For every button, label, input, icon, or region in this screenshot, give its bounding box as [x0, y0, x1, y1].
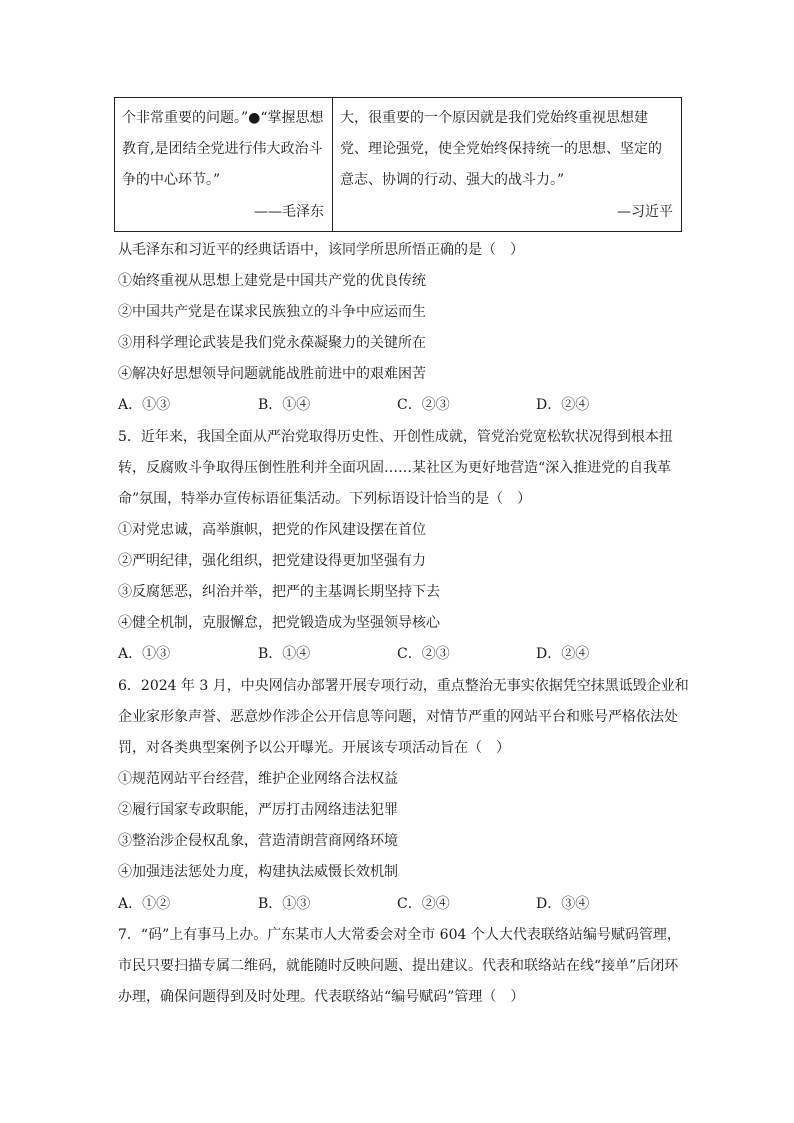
- q4-option-b: B．①④: [258, 397, 311, 413]
- q5-stem-line-1: 5．近年来，我国全面从严治党取得历史性、开创性成就，管党治党宽松软状况得到根本扭: [118, 429, 673, 445]
- q4-item-4: ④解决好思想领导问题就能战胜前进中的艰难困苦: [118, 366, 426, 382]
- quote-author-mao: ——毛泽东: [254, 204, 324, 220]
- q4-item-1: ①始终重视从思想上建党是中国共产党的优良传统: [118, 273, 426, 289]
- q6-option-b: B．①③: [258, 896, 311, 912]
- q5-options: [118, 644, 678, 664]
- q6-item-1: ①规范网站平台经营，维护企业网络合法权益: [118, 771, 398, 787]
- q6-stem-line-2: 企业家形象声誉、恶意炒作涉企公开信息等问题，对情节严重的网站平台和账号严格依法处: [118, 709, 678, 725]
- q5-option-b: B．①④: [258, 646, 311, 662]
- quote-table: [114, 97, 682, 232]
- q4-options: [118, 395, 678, 415]
- q7-stem-line-1: 7．“码”上有事马上办。广东某市人大常委会对全市 604 个人大代表联络站编号赋码管理，: [118, 927, 681, 943]
- q6-stem-line-1: 6．2024 年 3 月，中央网信办部署开展专项行动，重点整治无事实依据凭空抹黑诋毁企业和: [118, 678, 689, 694]
- q4-item-3: ③用科学理论武装是我们党永葆凝聚力的关键所在: [118, 335, 426, 351]
- q5-item-1: ①对党忠诚，高举旗帜，把党的作风建设摆在首位: [118, 522, 426, 538]
- q6-option-a: A．①②: [118, 896, 171, 912]
- q5-option-d: D．②④: [536, 646, 590, 662]
- q7-stem-line-3: 办理，确保问题得到及时处理。代表联络站“编号赋码”管理（ ）: [118, 989, 525, 1005]
- quote-cell-xi: [333, 98, 681, 231]
- q6-option-c: C．②④: [397, 896, 450, 912]
- q5-item-4: ④健全机制，克服懈怠，把党锻造成为坚强领导核心: [118, 615, 440, 631]
- q6-item-3: ③整治涉企侵权乱象，营造清朗营商网络环境: [118, 833, 398, 849]
- q4-option-c: C．②③: [397, 397, 450, 413]
- quote-cell-mao: [115, 98, 333, 231]
- q5-stem-line-2: 转，反腐败斗争取得压倒性胜利并全面巩固……某社区为更好地营造“深入推进党的自我革: [118, 460, 672, 476]
- q4-item-2: ②中国共产党是在谋求民族独立的斗争中应运而生: [118, 304, 426, 320]
- q5-item-2: ②严明纪律，强化组织，把党建设得更加坚强有力: [118, 553, 426, 569]
- q6-stem-line-3: 罚，对各类典型案例予以公开曝光。开展该专项活动旨在（ ）: [118, 740, 510, 756]
- q5-stem-line-3: 命”氛围，特举办宣传标语征集活动。下列标语设计恰当的是（ ）: [118, 491, 532, 507]
- q5-option-a: A．①③: [118, 646, 171, 662]
- quote-text-mao: 个非常重要的问题。”●“掌握思想教育,是团结全党进行伟大政治斗争的中心环节。”: [122, 110, 324, 188]
- quote-author-xi: —习近平: [617, 204, 673, 220]
- quote-text-xi: 大，很重要的一个原因就是我们党始终重视思想建党、理论强党，使全党始终保持统一的思想、坚定的意志、协调的行动、强大的战斗力。”: [340, 110, 662, 188]
- q6-item-2: ②履行国家专政职能，严厉打击网络违法犯罪: [118, 802, 398, 818]
- q6-item-4: ④加强违法惩处力度，构建执法威慑长效机制: [118, 864, 398, 880]
- q4-option-d: D．②④: [536, 397, 590, 413]
- q5-item-3: ③反腐惩恶，纠治并举，把严的主基调长期坚持下去: [118, 584, 440, 600]
- q6-options: [118, 894, 678, 914]
- q7-stem-line-2: 市民只要扫描专属二维码，就能随时反映问题、提出建议。代表和联络站在线“接单”后闭环: [118, 958, 679, 974]
- q4-stem: 从毛泽东和习近平的经典话语中，该同学所思所悟正确的是（ ）: [118, 242, 524, 258]
- q6-option-d: D．③④: [536, 896, 590, 912]
- q5-option-c: C．②③: [397, 646, 450, 662]
- q4-option-a: A．①③: [118, 397, 171, 413]
